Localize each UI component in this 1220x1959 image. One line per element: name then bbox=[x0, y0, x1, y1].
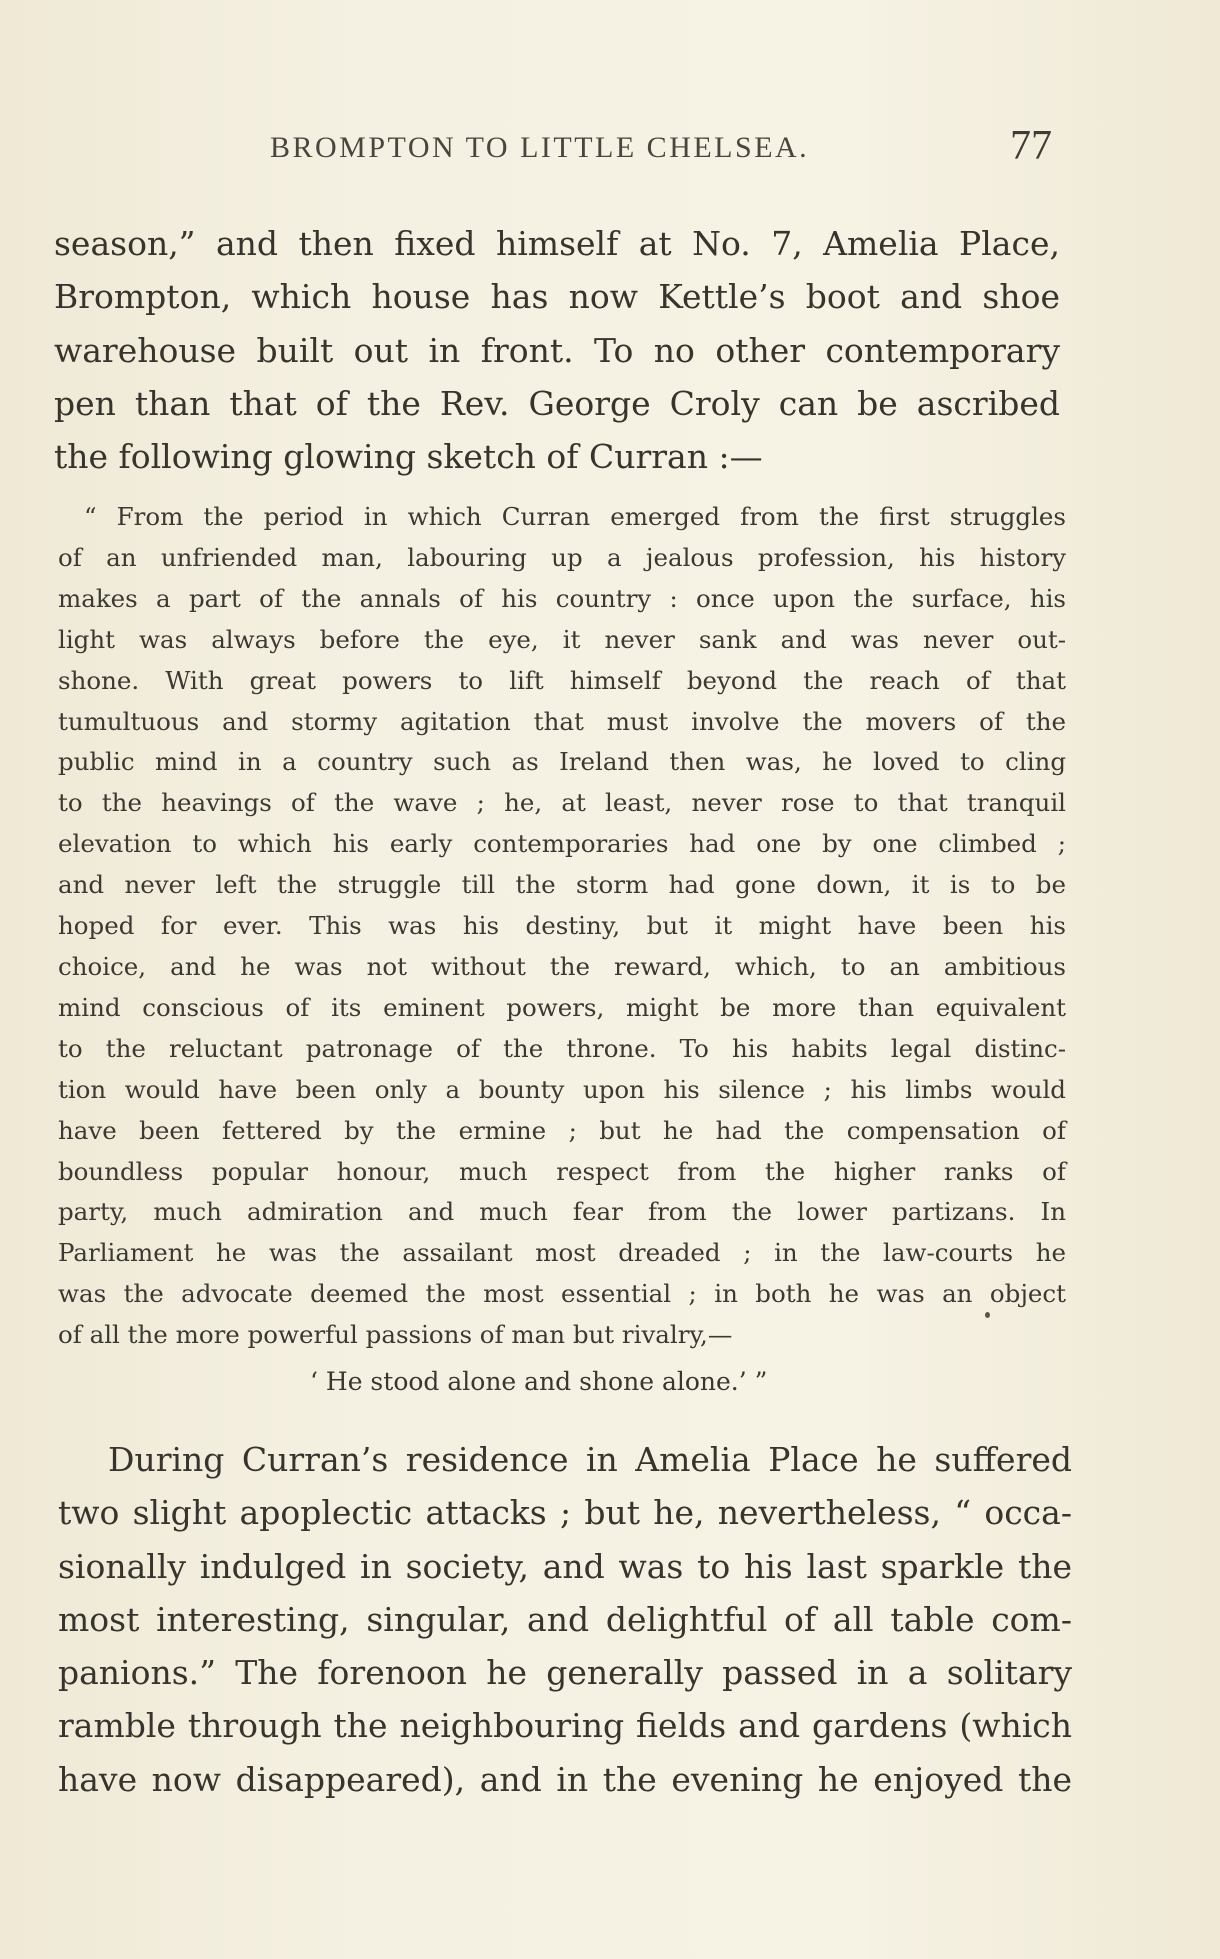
quote-line: to the reluctant patronage of the throne. To his habits legal distinc- bbox=[58, 1033, 1066, 1063]
quote-line: public mind in a country such as Ireland then was, he loved to cling bbox=[58, 747, 1066, 777]
paragraph-2 bbox=[58, 1433, 1072, 1806]
quote-line: elevation to which his early contemporaries had one by one climbed ; bbox=[58, 829, 1066, 859]
quote-line: to the heavings of the wave ; he, at least, never rose to that tranquil bbox=[58, 788, 1066, 818]
quote-line: hoped for ever. This was his destiny, but it might have been his bbox=[58, 911, 1066, 941]
quote-line: of an unfriended man, labouring up a jealous profession, his history bbox=[58, 542, 1066, 572]
text-line: most interesting, singular, and delightful of all table com- bbox=[58, 1599, 1072, 1639]
quote-line: have been fettered by the ermine ; but he had the compensation of bbox=[58, 1115, 1066, 1145]
quote-line: party, much admiration and much fear from the lower partizans. In bbox=[58, 1197, 1066, 1227]
block-quotation bbox=[58, 497, 1066, 1356]
quote-line: “ From the period in which Curran emerged from the first struggles bbox=[84, 502, 1066, 531]
text-line: During Curran’s residence in Amelia Place he suffered bbox=[108, 1440, 1072, 1479]
text-line: two slight apoplectic attacks ; but he, nevertheless, “ occa- bbox=[58, 1493, 1072, 1533]
text-line: Brompton, which house has now Kettle’s boot and shoe bbox=[54, 277, 1060, 317]
ink-speck bbox=[985, 1312, 990, 1318]
page-number: 77 bbox=[1010, 123, 1052, 169]
quote-line: tumultuous and stormy agitation that must involve the movers of the bbox=[58, 706, 1066, 736]
text-line: ramble through the neighbouring fields and gardens (which bbox=[58, 1706, 1072, 1746]
quote-line: Parliament he was the assailant most dreaded ; in the law-courts he bbox=[58, 1238, 1066, 1268]
paragraph-1 bbox=[54, 217, 1060, 483]
text-line: season,” and then fixed himself at No. 7, Amelia Place, bbox=[54, 224, 1060, 263]
quote-line: boundless popular honour, much respect from the higher ranks of bbox=[58, 1156, 1066, 1186]
text-line: have now disappeared), and in the evening he enjoyed the bbox=[58, 1759, 1072, 1799]
quote-line: tion would have been only a bounty upon his silence ; his limbs would bbox=[58, 1074, 1066, 1104]
quote-line: choice, and he was not without the reward, which, to an ambitious bbox=[58, 951, 1066, 981]
text-line: panions.” The forenoon he generally passed in a solitary bbox=[58, 1653, 1072, 1693]
verse-quotation: ‘ He stood alone and shone alone.’ ” bbox=[310, 1367, 768, 1396]
quote-line: and never left the struggle till the storm had gone down, it is to be bbox=[58, 870, 1066, 900]
quote-line: of all the more powerful passions of man but rivalry,— bbox=[58, 1320, 733, 1350]
text-line: sionally indulged in society, and was to his last sparkle the bbox=[58, 1546, 1072, 1586]
quote-line: shone. With great powers to lift himself beyond the reach of that bbox=[58, 665, 1066, 695]
text-line: the following glowing sketch of Curran :— bbox=[54, 437, 763, 477]
text-line: warehouse built out in front. To no other contemporary bbox=[54, 330, 1060, 370]
text-line: pen than that of the Rev. George Croly can be ascribed bbox=[54, 383, 1060, 423]
quote-line: was the advocate deemed the most essential ; in both he was an object bbox=[58, 1279, 1066, 1309]
running-head: BROMPTON TO LITTLE CHELSEA. bbox=[270, 131, 810, 164]
quote-line: light was always before the eye, it never sank and was never out- bbox=[58, 624, 1066, 654]
quote-line: makes a part of the annals of his country : once upon the surface, his bbox=[58, 583, 1066, 613]
quote-line: mind conscious of its eminent powers, might be more than equivalent bbox=[58, 992, 1066, 1022]
